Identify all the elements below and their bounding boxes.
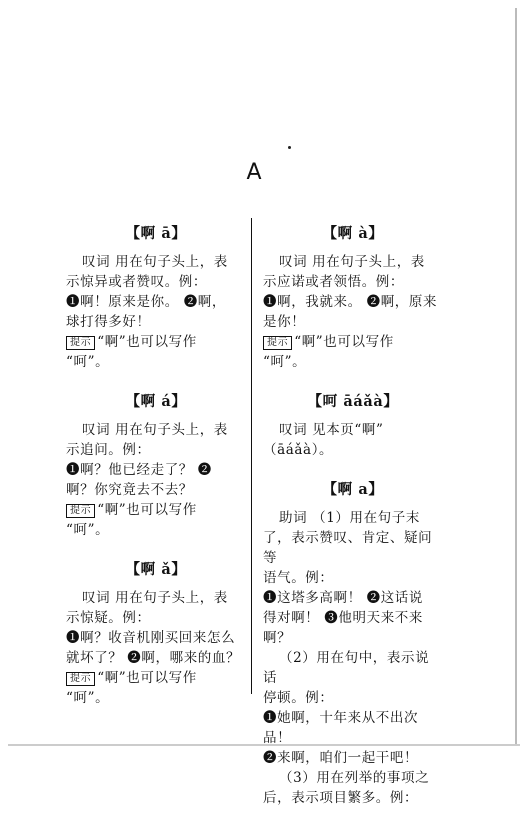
definition-line: 停顿。例： — [263, 690, 334, 706]
example-line: ❶啊！原来是你。 ❷啊， — [66, 294, 226, 310]
entry-headword: 【啊 ǎ】 — [125, 561, 187, 578]
tip-line — [66, 332, 246, 352]
tip-line — [66, 668, 246, 688]
definition-line: 了，表示赞叹、肯定、疑问等 — [263, 530, 433, 566]
tip-line — [66, 500, 246, 520]
tip-text: “啊”也可以写作 — [97, 334, 197, 350]
definition-line: 叹词 用在句子头上，表 — [82, 254, 228, 270]
tip-line-cont: “呵”。 — [66, 690, 110, 706]
example-line: 啊？ — [263, 630, 292, 646]
definition-line: 示惊疑。例： — [66, 610, 151, 626]
definition-line: 示追问。例： — [66, 442, 151, 458]
definition-line: 叹词 用在句子头上，表 — [279, 254, 425, 270]
example-line: ❷来啊，咱们一起干吧！ — [263, 750, 419, 766]
definition-line: 叹词 用在句子头上，表 — [82, 422, 228, 438]
example-line: 得对啊！ ❸他明天来不来 — [263, 610, 423, 626]
entry-a4 — [263, 224, 443, 372]
tip-line-cont: “呵”。 — [66, 354, 110, 370]
tip-text: “啊”也可以写作 — [97, 670, 197, 686]
right-column — [263, 224, 443, 828]
tip-badge: 提示 — [263, 336, 292, 350]
page-edge-shadow — [515, 8, 517, 744]
example-line: 球打得多好！ — [66, 314, 151, 330]
entry-a2 — [66, 392, 246, 540]
definition-line: 助词 （1）用在句子末 — [279, 510, 420, 526]
example-line: 是你！ — [263, 314, 306, 330]
tip-badge: 提示 — [66, 672, 95, 686]
example-line: ❶这塔多高啊！ ❷这话说 — [263, 590, 423, 606]
definition-line: 示应诺或者领悟。例： — [263, 274, 404, 290]
example-line: ❶她啊，十年来从不出次品！ — [263, 710, 419, 746]
entry-headword: 【呵 āáǎà】 — [307, 393, 399, 410]
entry-he — [263, 392, 443, 460]
example-line: ❶啊？收音机刚买回来怎么 — [66, 630, 236, 646]
tip-line-cont: “呵”。 — [66, 522, 110, 538]
tip-badge: 提示 — [66, 336, 95, 350]
tip-text: “啊”也可以写作 — [294, 334, 394, 350]
tip-line — [263, 332, 443, 352]
definition-line: 叹词 用在句子头上，表 — [82, 590, 228, 606]
left-column — [66, 224, 246, 728]
definition-line: （2）用在句中，表示说话 — [263, 650, 430, 686]
entry-headword: 【啊 á】 — [125, 393, 187, 410]
entry-headword: 【啊 a】 — [322, 481, 384, 498]
definition-line: 叹词 见本页“啊” — [279, 422, 384, 438]
entry-a3 — [66, 560, 246, 708]
entry-a5 — [263, 480, 443, 808]
example-line: 就坏了？ ❷啊，哪来的血？ — [66, 650, 241, 666]
definition-line: 后，表示项目繁多。例： — [263, 790, 419, 806]
column-divider — [251, 218, 252, 694]
example-line: ❶啊？他已经走了？ ❷ — [66, 462, 212, 478]
section-letter: A — [246, 160, 262, 185]
tip-text: “啊”也可以写作 — [97, 502, 197, 518]
tip-badge: 提示 — [66, 504, 95, 518]
entry-a1 — [66, 224, 246, 372]
entry-headword: 【啊 à】 — [322, 225, 384, 242]
definition-line: 语气。例： — [263, 570, 334, 586]
tip-line-cont: “呵”。 — [263, 354, 307, 370]
definition-line: （āáǎà）。 — [263, 442, 334, 458]
entry-headword: 【啊 ā】 — [125, 225, 187, 242]
definition-line: 示惊异或者赞叹。例： — [66, 274, 207, 290]
example-line: 啊？你究竟去不去？ — [66, 482, 193, 498]
decorative-dot — [288, 146, 291, 149]
example-line: ❶啊，我就来。 ❷啊，原来 — [263, 294, 438, 310]
definition-line: （3）用在列举的事项之 — [279, 770, 430, 786]
